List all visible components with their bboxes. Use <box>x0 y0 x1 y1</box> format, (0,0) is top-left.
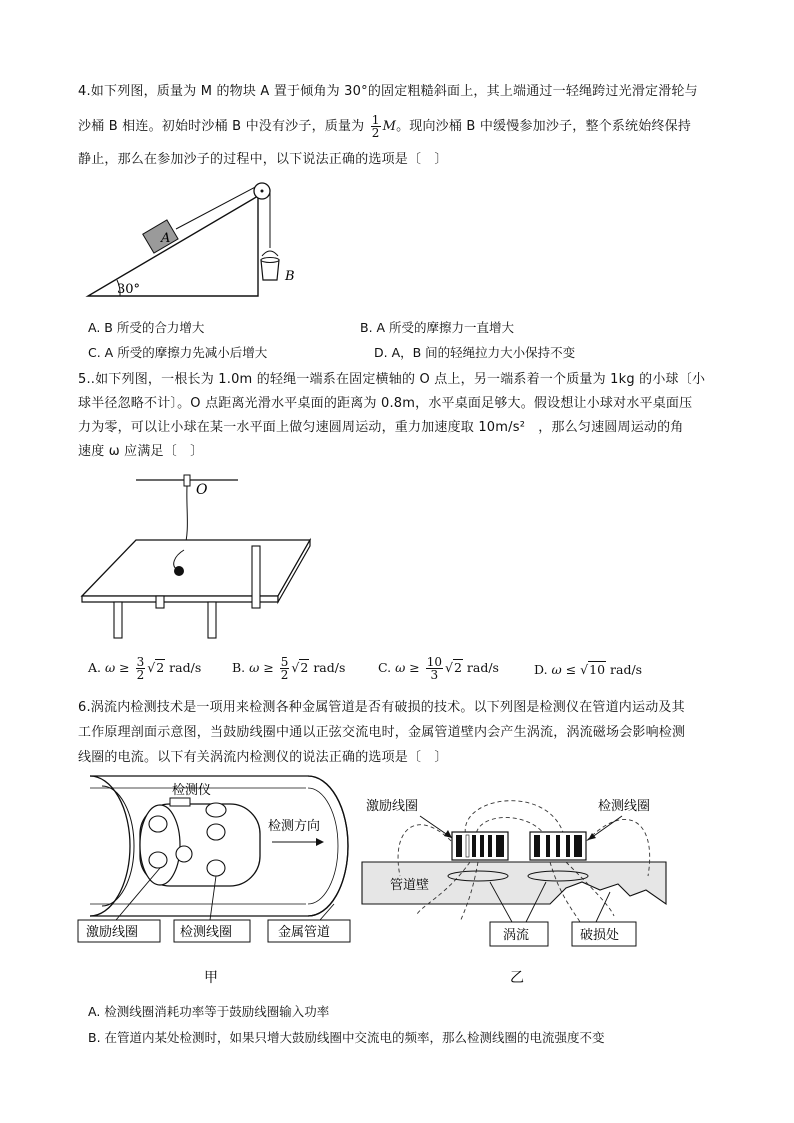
block-a-label: A <box>161 231 171 246</box>
q6-text-line2: 工作原理剖面示意图，当鼓励线圈中通以正弦交流电时，金属管道壁内会产生涡流，涡流磁场会影响检测 <box>78 725 686 740</box>
coil-icon <box>207 824 225 840</box>
pipe-wall-label: 管道壁 <box>390 878 430 893</box>
coil-icon <box>206 803 226 817</box>
q6-option-b[interactable]: B. 在管道内某处检测时，如果只增大鼓励线圈中交流电的频率，那么检测线圈的电流强度不变 <box>88 1030 605 1045</box>
coil-icon <box>207 860 225 876</box>
rope-incline <box>176 184 261 229</box>
caption-yi: 乙 <box>510 970 524 986</box>
q6-text-line1: 6.涡流内检测技术是一项用来检测各种金属管道是否有破损的技术。以下列图是检测仪在管道内运动及其 <box>78 700 685 715</box>
q4-option-a[interactable]: A. B 所受的合力增大 <box>88 320 205 335</box>
bucket-handle <box>262 251 278 256</box>
pivot-o-label: O <box>196 482 208 498</box>
q4-text-line1: 4.如下列图，质量为 M 的物块 A 置于倾角为 30°的固定粗糙斜面上，其上端通过一轻绳跨过光滑定滑轮与 <box>78 84 698 99</box>
q5-table-figure <box>78 470 318 642</box>
pulley-axle <box>261 190 264 193</box>
q5-text-line4: 速度 ω 应满足〔 〕 <box>78 444 204 459</box>
table-top <box>82 540 310 596</box>
pivot-o <box>184 475 190 486</box>
coil-icon <box>176 846 192 862</box>
table-leg <box>114 602 122 638</box>
damage-label: 破损处 <box>580 928 620 943</box>
excite-coil-label: 激励线圈 <box>86 925 139 940</box>
table-leg <box>156 596 164 608</box>
q4-incline-figure <box>80 176 310 302</box>
q5-option-a[interactable]: A. ω ≥ $\frac{3}{2}$ √2 rad/s <box>88 655 202 682</box>
coil-icon <box>149 852 167 868</box>
angle-label: 30° <box>117 282 141 297</box>
q6-figure-yi <box>360 776 720 988</box>
q4-text-line2-a: 沙桶 B 相连。初始时沙桶 B 中没有沙子，质量为 <box>78 119 365 134</box>
ball <box>174 566 184 576</box>
excite-coil-label-yi: 激励线圈 <box>366 799 419 814</box>
q5-text-line3: 力为零，可以让小球在某一水平面上做匀速圆周运动，重力加速度取 10m/s² ，那么匀速圆周运动的角 <box>78 420 684 435</box>
table-edge <box>82 596 278 602</box>
q4-mass-symbol: M <box>382 119 397 134</box>
direction-label: 检测方向 <box>268 819 321 834</box>
incline-triangle <box>88 196 258 296</box>
q4-text-line2-b: 。现向沙桶 B 中缓慢参加沙子，整个系统始终保持 <box>396 119 692 134</box>
q4-half-fraction <box>371 114 381 139</box>
q4-text-line3: 静止，那么在参加沙子的过程中，以下说法正确的选项是〔 〕 <box>78 152 448 167</box>
table-leg <box>208 602 216 638</box>
q6-figure-jia <box>76 772 356 988</box>
bucket-b-label: B <box>285 269 295 284</box>
detect-coil-label-yi: 检测线圈 <box>598 799 651 814</box>
table-leg <box>252 546 260 608</box>
caption-jia: 甲 <box>204 970 218 986</box>
detector-label: 检测仪 <box>172 783 212 798</box>
q4-option-c[interactable]: C. A 所受的摩擦力先减小后增大 <box>88 345 268 360</box>
q5-text-line2: 球半径忽略不计〕。O 点距离光滑水平桌面的距离为 0.8m，水平桌面足够大。假设想让小球对水平桌面压 <box>78 396 693 411</box>
q6-option-a[interactable]: A. 检测线圈消耗功率等于鼓励线圈输入功率 <box>88 1004 330 1019</box>
q4-text-line2 <box>78 114 691 139</box>
q5-option-d[interactable]: D. ω ≤ √10 rad/s <box>534 662 643 677</box>
coil-icon <box>149 816 167 832</box>
q5-option-c[interactable]: C. ω ≥ $\frac{10}{3}$ √2 rad/s <box>378 655 499 682</box>
detect-coil-label: 检测线圈 <box>180 925 233 940</box>
q5-option-b[interactable]: B. ω ≥ $\frac{5}{2}$ √2 rad/s <box>232 655 346 682</box>
pipe-label: 金属管道 <box>278 925 331 940</box>
q5-text-line1: 5..如下列图，一根长为 1.0m 的轻绳一端系在固定横轴的 O 点上，另一端系着一个质量为 1kg 的小球〔小 <box>78 372 706 387</box>
q4-half-num: 1 <box>371 113 380 127</box>
q6-text-line3: 线圈的电流。以下有关涡流内检测仪的说法正确的选项是〔 〕 <box>78 750 448 765</box>
q4-option-d[interactable]: D. A，B 间的轻绳拉力大小保持不变 <box>374 345 576 360</box>
q4-option-b[interactable]: B. A 所受的摩擦力一直增大 <box>360 320 515 335</box>
q4-half-den: 2 <box>371 126 380 140</box>
eddy-label: 涡流 <box>503 928 530 943</box>
